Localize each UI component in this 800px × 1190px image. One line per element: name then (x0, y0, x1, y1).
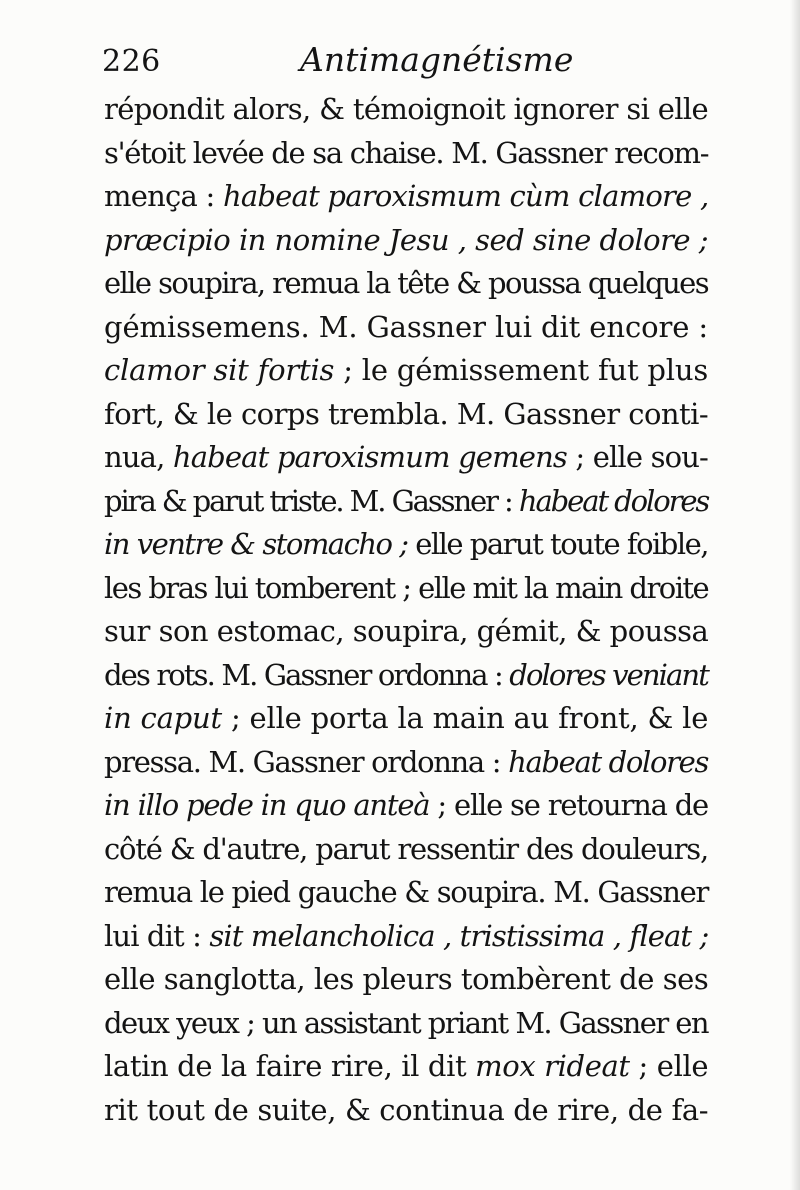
text-line (104, 828, 708, 872)
text-segment: remua le pied gauche & soupira. M. Gassner (104, 875, 708, 909)
text-segment: ; elle (629, 1049, 709, 1083)
page-number: 226 (102, 44, 161, 79)
text-segment: fort, & le corps trembla. M. Gassner conti- (104, 396, 709, 431)
text-segment: lui dit : (104, 918, 210, 953)
text-line (104, 523, 708, 567)
italic-latin-phrase: præcipio in nomine Jesu , sed sine dolore ; (104, 222, 708, 257)
text-segment: ; le gémissement fut plus (334, 353, 708, 387)
text-line (104, 567, 708, 611)
text-line (104, 480, 708, 524)
text-line (104, 262, 708, 306)
text-line (104, 697, 708, 741)
text-segment: côté & d'autre, parut ressentir des douleurs, (104, 831, 708, 866)
text-segment: gémissemens. M. Gassner lui dit encore : (104, 309, 709, 344)
italic-latin-phrase: habeat dolores (518, 483, 709, 518)
text-segment: elle parut toute foible, (407, 527, 708, 561)
italic-latin-phrase: habeat paroxismum gemens (172, 440, 567, 474)
text-line (104, 654, 708, 698)
text-segment: les bras lui tomberent ; elle mit la main droite (104, 570, 709, 605)
text-line (104, 784, 708, 828)
text-line (104, 741, 708, 785)
text-line (104, 88, 708, 132)
italic-latin-phrase: dolores veniant (509, 657, 708, 692)
text-segment: latin de la faire rire, il dit (104, 1049, 476, 1083)
text-segment: pira & parut triste. M. Gassner : (104, 483, 519, 518)
text-line (104, 393, 708, 437)
italic-latin-phrase: in caput (104, 701, 222, 735)
text-segment: s'étoit levée de sa chaise. M. Gassner recom- (104, 135, 709, 170)
text-line (104, 871, 708, 915)
text-line (104, 1002, 708, 1046)
text-segment: elle soupira, remua la tête & poussa quelques (104, 266, 708, 300)
italic-latin-phrase: habeat dolores (508, 744, 709, 779)
running-title: Antimagnétisme (300, 40, 574, 79)
italic-latin-phrase: sit melancholica , tristissima , fleat ; (209, 918, 709, 953)
text-segment: pressa. M. Gassner ordonna : (104, 744, 509, 779)
text-segment: répondit alors, & témoignoit ignorer si elle (104, 92, 708, 126)
text-line (104, 132, 708, 176)
italic-latin-phrase: clamor sit fortis (104, 353, 335, 387)
text-segment: rit tout de suite, & continua de rire, de fa- (104, 1092, 709, 1127)
body-text (104, 88, 708, 1132)
text-line (104, 306, 708, 350)
italic-latin-phrase: habeat paroxismum cùm clamore , (222, 179, 709, 213)
text-segment: ; elle se retourna de (429, 788, 708, 822)
text-segment: deux yeux ; un assistant priant M. Gassner en (104, 1005, 708, 1040)
text-segment: ; elle sou- (566, 440, 708, 474)
text-segment: mença : (104, 179, 223, 213)
text-segment: sur son estomac, soupira, gémit, & poussa (104, 614, 709, 648)
page-edge-shadow (790, 0, 800, 1190)
text-line (104, 175, 708, 219)
text-line (104, 1089, 708, 1133)
text-segment: ; elle porta la main au front, & le (221, 701, 709, 735)
text-line (104, 610, 708, 654)
text-segment: elle sanglotta, les pleurs tombèrent de ses (104, 962, 709, 996)
text-segment: des rots. M. Gassner ordonna : (104, 657, 510, 692)
text-line (104, 915, 708, 959)
italic-latin-phrase: in illo pede in quo anteà (104, 788, 430, 822)
text-line (104, 349, 708, 393)
text-segment: nua, (104, 440, 173, 474)
text-line (104, 1045, 708, 1089)
italic-latin-phrase: in ventre & stomacho ; (104, 527, 408, 561)
text-line (104, 958, 708, 1002)
text-line (104, 219, 708, 263)
text-line (104, 436, 708, 480)
italic-latin-phrase: mox rideat (475, 1049, 630, 1083)
